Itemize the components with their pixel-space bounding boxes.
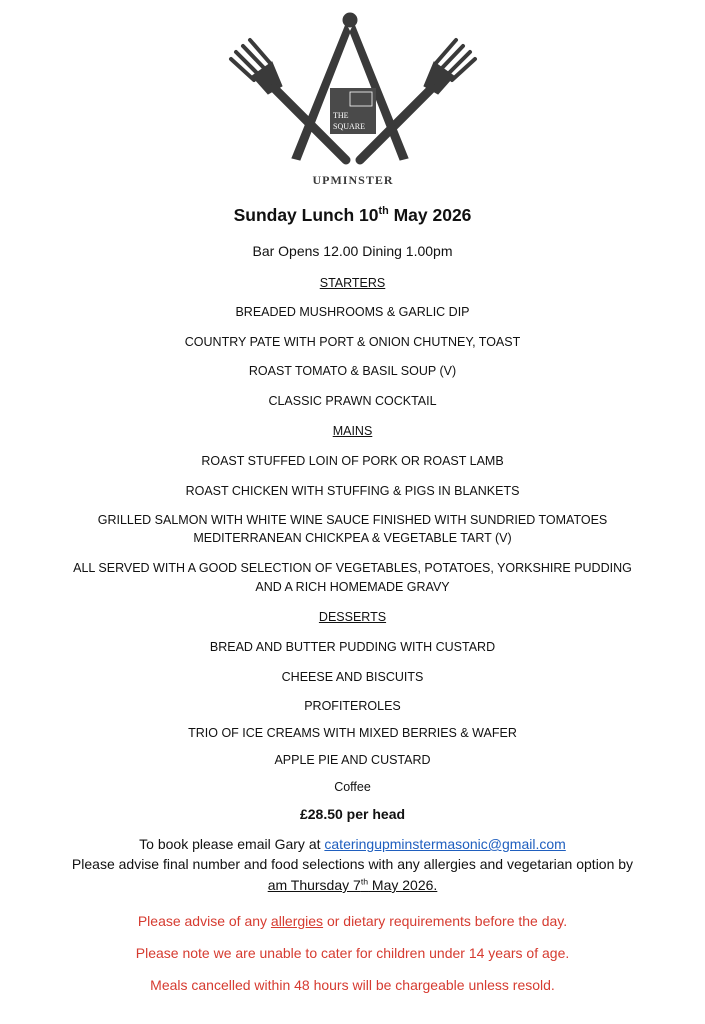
- mains-served-with-line2: AND A RICH HOMEMADE GRAVY: [255, 580, 450, 594]
- coffee-line: Coffee: [334, 780, 371, 794]
- children-notice: Please note we are unable to cater for children under 14 years of age.: [135, 945, 570, 961]
- booking-line: To book please email Gary at cateringupminstermasonic@gmail.com: [139, 836, 566, 852]
- starter-item: COUNTRY PATE WITH PORT & ONION CHUTNEY, TOAST: [184, 335, 521, 349]
- mains-served-with-line1: ALL SERVED WITH A GOOD SELECTION OF VEGETABLES, POTATOES, YORKSHIRE PUDDING: [73, 561, 632, 575]
- logo-badge-line2: SQUARE: [333, 122, 366, 131]
- desserts-heading: DESSERTS: [318, 610, 387, 624]
- main-item: GRILLED SALMON WITH WHITE WINE SAUCE FINISHED WITH SUNDRIED TOMATOES: [97, 513, 608, 527]
- booking-deadline: am Thursday 7th May 2026.: [267, 876, 438, 893]
- booking-email-link[interactable]: cateringupminstermasonic@gmail.com: [324, 836, 566, 852]
- logo-square-compass-forks-icon: [228, 10, 478, 190]
- mains-heading: MAINS: [332, 424, 373, 438]
- dessert-item: CHEESE AND BISCUITS: [281, 670, 424, 684]
- service-times: Bar Opens 12.00 Dining 1.00pm: [252, 243, 453, 259]
- booking-advise-line: Please advise final number and food selections with any allergies and vegetarian option by: [71, 856, 634, 872]
- starter-item: ROAST TOMATO & BASIL SOUP (V): [248, 364, 457, 378]
- main-item: ROAST STUFFED LOIN OF PORK OR ROAST LAMB: [201, 454, 504, 468]
- dessert-item: BREAD AND BUTTER PUDDING WITH CUSTARD: [209, 640, 496, 654]
- dessert-item: APPLE PIE AND CUSTARD: [274, 753, 431, 767]
- price-per-head: £28.50 per head: [299, 806, 406, 822]
- starter-item: CLASSIC PRAWN COCKTAIL: [268, 394, 437, 408]
- dessert-item: TRIO OF ICE CREAMS WITH MIXED BERRIES & WAFER: [188, 726, 517, 740]
- logo-town-name: UPMINSTER: [312, 173, 394, 187]
- main-item: MEDITERRANEAN CHICKPEA & VEGETABLE TART (V): [193, 531, 512, 545]
- logo-badge-line1: THE: [333, 111, 349, 120]
- starters-heading: STARTERS: [319, 276, 386, 290]
- dessert-item: PROFITEROLES: [304, 699, 401, 713]
- starter-item: BREADED MUSHROOMS & GARLIC DIP: [235, 305, 470, 319]
- allergy-notice: Please advise of any allergies or dietary requirements before the day.: [137, 913, 568, 929]
- page-title: Sunday Lunch 10th May 2026: [233, 205, 472, 225]
- cancellation-notice: Meals cancelled within 48 hours will be chargeable unless resold.: [150, 977, 555, 993]
- main-item: ROAST CHICKEN WITH STUFFING & PIGS IN BLANKETS: [185, 484, 520, 498]
